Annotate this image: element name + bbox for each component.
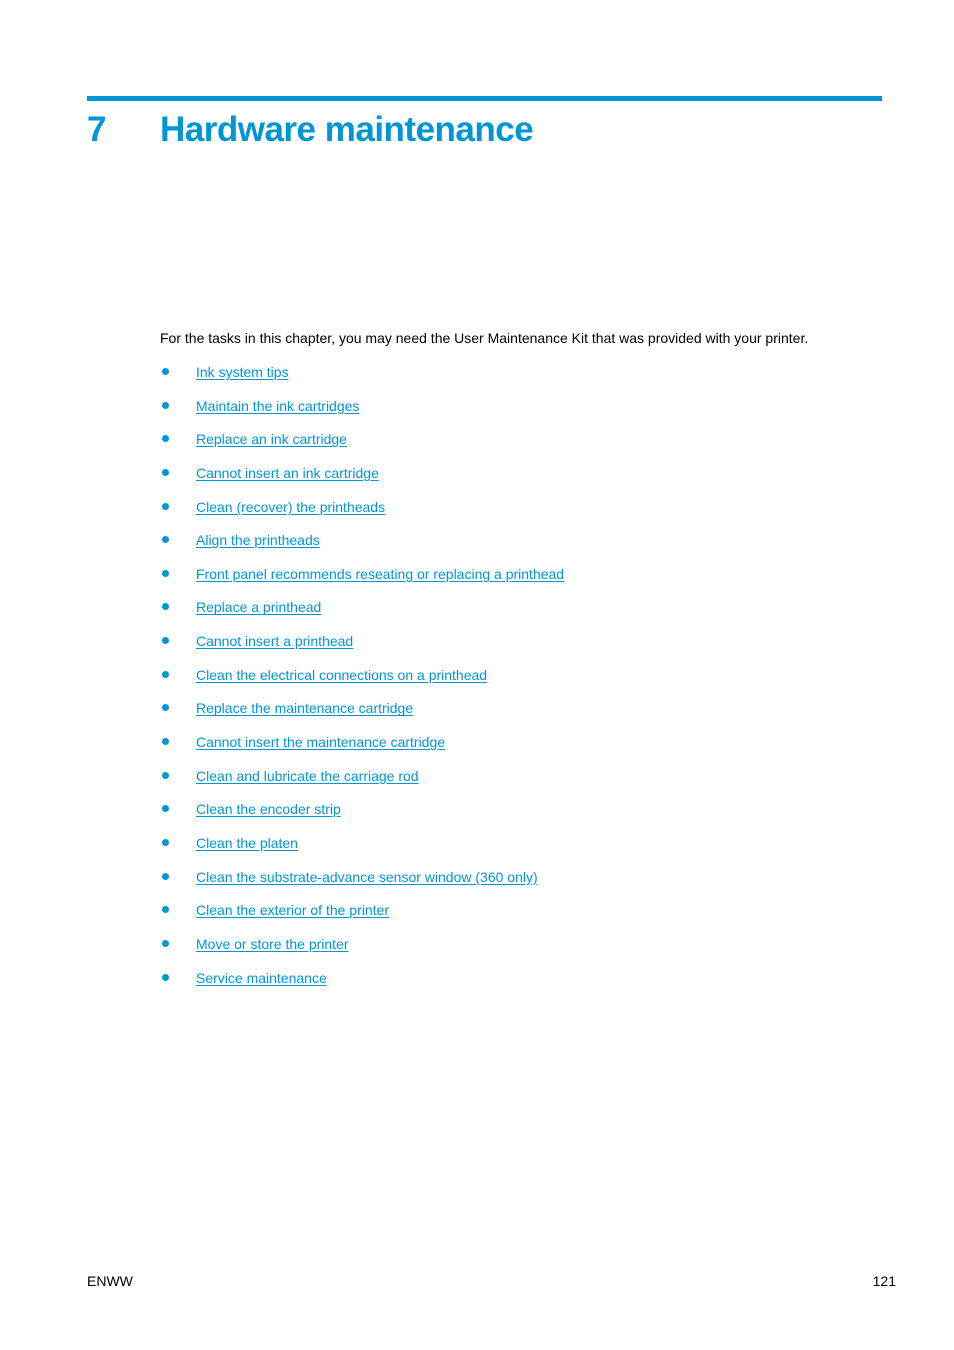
bullet-icon [162,536,169,543]
bullet-icon [162,469,169,476]
bullet-icon [162,906,169,913]
bullet-icon [162,873,169,880]
bullet-icon [162,368,169,375]
bullet-icon [162,704,169,711]
topic-link-clean-electrical-connections[interactable]: Clean the electrical connections on a printhead [196,666,488,683]
bullet-icon [162,637,169,644]
bullet-icon [162,570,169,577]
topic-link-clean-printheads[interactable]: Clean (recover) the printheads [196,498,386,515]
bullet-icon [162,974,169,981]
footer-label: ENWW [87,1273,133,1289]
topic-link-clean-platen[interactable]: Clean the platen [196,834,298,851]
bullet-icon [162,805,169,812]
topic-link-replace-ink-cartridge[interactable]: Replace an ink cartridge [196,431,347,448]
topic-link-cannot-insert-ink-cartridge[interactable]: Cannot insert an ink cartridge [196,464,379,481]
bullet-icon [162,402,169,409]
topic-link-clean-encoder-strip[interactable]: Clean the encoder strip [196,801,341,818]
bullet-icon [162,839,169,846]
topic-link-maintain-ink-cartridges[interactable]: Maintain the ink cartridges [196,397,360,414]
topic-link-clean-exterior[interactable]: Clean the exterior of the printer [196,902,389,919]
bullet-icon [162,435,169,442]
topic-link-cannot-insert-maintenance-cartridge[interactable]: Cannot insert the maintenance cartridge [196,734,446,751]
topic-link-replace-maintenance-cartridge[interactable]: Replace the maintenance cartridge [196,700,414,717]
topic-link-replace-printhead[interactable]: Replace a printhead [196,599,322,616]
topic-link-service-maintenance[interactable]: Service maintenance [196,969,327,986]
chapter-number: 7 [87,110,107,149]
intro-paragraph: For the tasks in this chapter, you may need the User Maintenance Kit that was provided with your printer. [160,330,809,346]
bullet-icon [162,738,169,745]
topic-link-align-printheads[interactable]: Align the printheads [196,532,320,549]
bullet-icon [162,772,169,779]
chapter-rule [87,96,882,101]
topic-link-front-panel-reseating[interactable]: Front panel recommends reseating or replacing a printhead [196,565,565,582]
topic-link-move-store-printer[interactable]: Move or store the printer [196,935,349,952]
bullet-icon [162,603,169,610]
bullet-icon [162,940,169,947]
bullet-icon [162,503,169,510]
page-number: 121 [872,1273,896,1289]
topic-link-clean-sensor-window[interactable]: Clean the substrate-advance sensor window (360 only) [196,868,538,885]
bullet-icon [162,671,169,678]
topic-link-ink-system-tips[interactable]: Ink system tips [196,364,289,380]
chapter-title: Hardware maintenance [160,110,534,149]
topic-link-cannot-insert-printhead[interactable]: Cannot insert a printhead [196,633,354,650]
topic-link-clean-lubricate-carriage-rod[interactable]: Clean and lubricate the carriage rod [196,767,419,784]
